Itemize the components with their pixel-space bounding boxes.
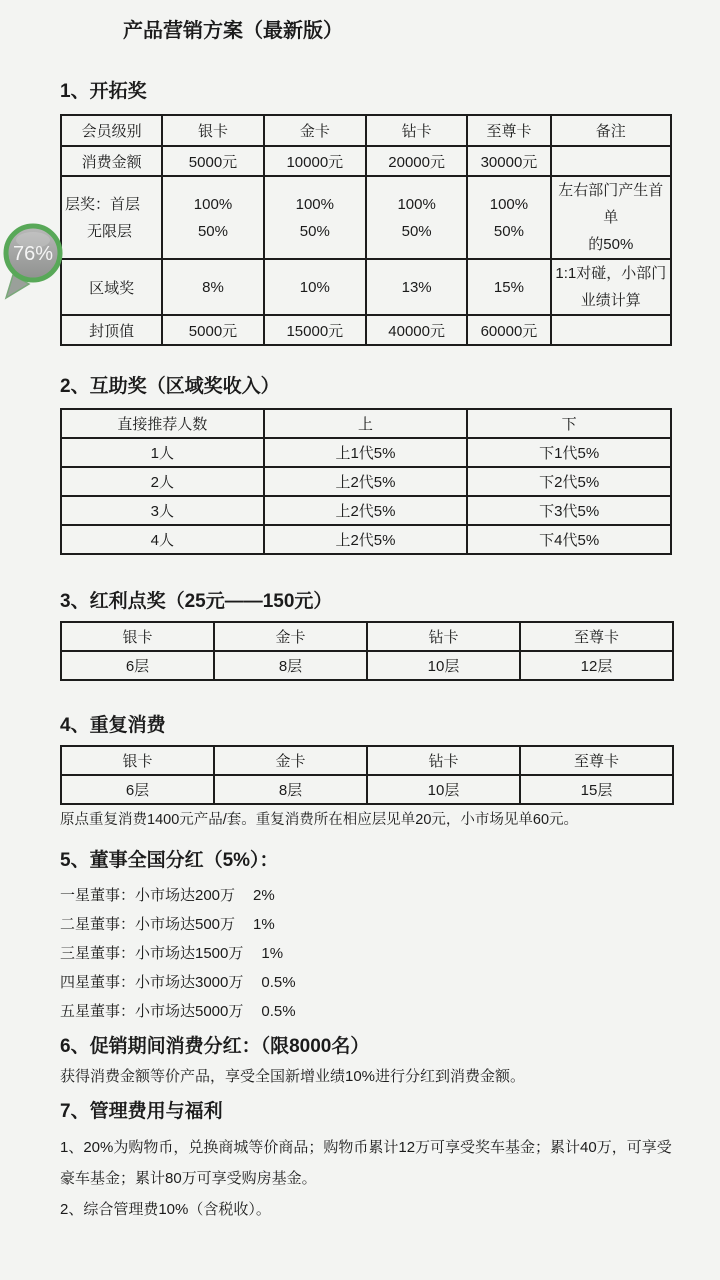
- list-item: [60, 997, 720, 1026]
- table-header-cell: 下: [467, 409, 671, 438]
- section-heading-pioneer-award: 1、开拓奖: [60, 81, 147, 102]
- table-header-cell: 至尊卡: [520, 622, 673, 651]
- section-heading-director-dividend: 5、董事全国分红（5%）：: [60, 850, 279, 871]
- pioneer-award-table: [60, 114, 672, 346]
- section-heading-repeat-consumption: 4、重复消费: [60, 715, 166, 736]
- management-fee-paragraph: 1、20%为购物币，兑换商城等价商品；购物币累计12万可享受奖车基金；累计40万，可享受豪车基金；累计80万可享受购房基金。: [60, 1139, 672, 1187]
- table-header-cell: 银卡: [61, 746, 214, 775]
- table-cell: 8%: [162, 259, 263, 315]
- table-cell: 8层: [214, 651, 367, 680]
- table-cell: 13%: [366, 259, 467, 315]
- table-header-cell: 上: [264, 409, 468, 438]
- list-item: [60, 939, 720, 968]
- section-heading-management-fee: 7、管理费用与福利: [60, 1101, 223, 1122]
- table-header-row: [61, 115, 671, 146]
- table-row: [61, 496, 671, 525]
- mutual-aid-table: [60, 408, 672, 555]
- table-cell: 6层: [61, 775, 214, 804]
- table-header-cell: 会员级别: [61, 115, 162, 146]
- table-cell: 10%: [264, 259, 366, 315]
- table-header-cell: 金卡: [214, 622, 367, 651]
- table-cell: [551, 146, 671, 176]
- item-label: 三星董事：小市场达1500万: [60, 945, 244, 962]
- table-header-cell: 备注: [551, 115, 671, 146]
- director-dividend-list: [60, 881, 720, 1026]
- table-row: [61, 259, 671, 315]
- table-row: [61, 775, 673, 804]
- bonus-point-table: [60, 621, 674, 681]
- table-cell: 10层: [367, 775, 520, 804]
- repeat-consumption-note: 原点重复消费1400元产品/套。重复消费所在相应层见单20元，小市场见单60元。: [60, 812, 579, 828]
- table-cell: 下2代5%: [467, 467, 671, 496]
- table-header-cell: 金卡: [264, 115, 366, 146]
- table-header-cell: 银卡: [61, 622, 214, 651]
- table-cell: 15000元: [264, 315, 366, 345]
- item-percent: 0.5%: [261, 1003, 296, 1020]
- table-cell: 10层: [367, 651, 520, 680]
- section-heading-bonus-point-award: 3、红利点奖（25元——150元）: [60, 591, 333, 612]
- table-header-cell: 钻卡: [367, 746, 520, 775]
- table-row: [61, 467, 671, 496]
- section-heading-promotion-dividend: 6、促销期间消费分红：（限8000名）: [60, 1036, 370, 1057]
- table-cell: 60000元: [467, 315, 550, 345]
- table-cell: 5000元: [162, 146, 263, 176]
- table-header-row: [61, 409, 671, 438]
- item-percent: 0.5%: [261, 974, 296, 991]
- table-cell: 1:1对碰，小部门 业绩计算: [551, 259, 671, 315]
- table-cell: 30000元: [467, 146, 550, 176]
- table-cell: 上1代5%: [264, 438, 468, 467]
- table-header-cell: 钻卡: [366, 115, 467, 146]
- item-label: 二星董事：小市场达500万: [60, 916, 236, 933]
- section-heading-mutual-aid-award: 2、互助奖（区域奖收入）: [60, 376, 280, 397]
- table-cell: 15%: [467, 259, 550, 315]
- table-header-cell: 至尊卡: [520, 746, 673, 775]
- item-percent: 1%: [261, 945, 284, 962]
- table-cell: 15层: [520, 775, 673, 804]
- table-cell: 上2代5%: [264, 467, 468, 496]
- repeat-consumption-table: [60, 745, 674, 805]
- table-cell: 上2代5%: [264, 496, 468, 525]
- table-cell: 层奖：首层 无限层: [61, 176, 162, 259]
- list-item: [60, 910, 720, 939]
- table-cell: [551, 315, 671, 345]
- management-fee-paragraph: 2、综合管理费10%（含税收）。: [60, 1201, 271, 1218]
- table-cell: 下3代5%: [467, 496, 671, 525]
- table-cell: 100% 50%: [366, 176, 467, 259]
- table-cell: 100% 50%: [162, 176, 263, 259]
- table-row: [61, 651, 673, 680]
- table-cell: 2人: [61, 467, 264, 496]
- table-cell: 3人: [61, 496, 264, 525]
- table-header-cell: 银卡: [162, 115, 263, 146]
- item-label: 一星董事：小市场达200万: [60, 887, 236, 904]
- loading-progress-badge: [0, 221, 66, 303]
- table-cell: 100% 50%: [264, 176, 366, 259]
- table-cell: 1人: [61, 438, 264, 467]
- table-cell: 封顶值: [61, 315, 162, 345]
- table-cell: 左右部门产生首单 的50%: [551, 176, 671, 259]
- table-cell: 100% 50%: [467, 176, 550, 259]
- table-row: [61, 176, 671, 259]
- table-header-cell: 直接推荐人数: [61, 409, 264, 438]
- list-item: [60, 881, 720, 910]
- item-percent: 1%: [253, 916, 275, 933]
- table-cell: 消费金额: [61, 146, 162, 176]
- table-cell: 20000元: [366, 146, 467, 176]
- table-row: [61, 438, 671, 467]
- table-cell: 下4代5%: [467, 525, 671, 554]
- table-cell: 8层: [214, 775, 367, 804]
- table-row: [61, 315, 671, 345]
- table-header-cell: 钻卡: [367, 622, 520, 651]
- table-header-cell: 至尊卡: [467, 115, 550, 146]
- promotion-dividend-text: 获得消费金额等价产品，享受全国新增业绩10%进行分红到消费金额。: [60, 1068, 526, 1085]
- table-cell: 上2代5%: [264, 525, 468, 554]
- table-cell: 4人: [61, 525, 264, 554]
- table-header-row: [61, 746, 673, 775]
- progress-percent-text: 76%: [12, 243, 54, 265]
- table-row: [61, 525, 671, 554]
- table-cell: 40000元: [366, 315, 467, 345]
- table-cell: 区域奖: [61, 259, 162, 315]
- table-cell: 12层: [520, 651, 673, 680]
- page-title: 产品营销方案（最新版）: [123, 20, 343, 42]
- table-cell: 下1代5%: [467, 438, 671, 467]
- table-header-row: [61, 622, 673, 651]
- table-cell: 5000元: [162, 315, 263, 345]
- item-label: 四星董事：小市场达3000万: [60, 974, 244, 991]
- item-percent: 2%: [253, 887, 275, 904]
- table-header-cell: 金卡: [214, 746, 367, 775]
- list-item: [60, 968, 720, 997]
- table-cell: 10000元: [264, 146, 366, 176]
- item-label: 五星董事：小市场达5000万: [60, 1003, 244, 1020]
- table-cell: 6层: [61, 651, 214, 680]
- table-row: [61, 146, 671, 176]
